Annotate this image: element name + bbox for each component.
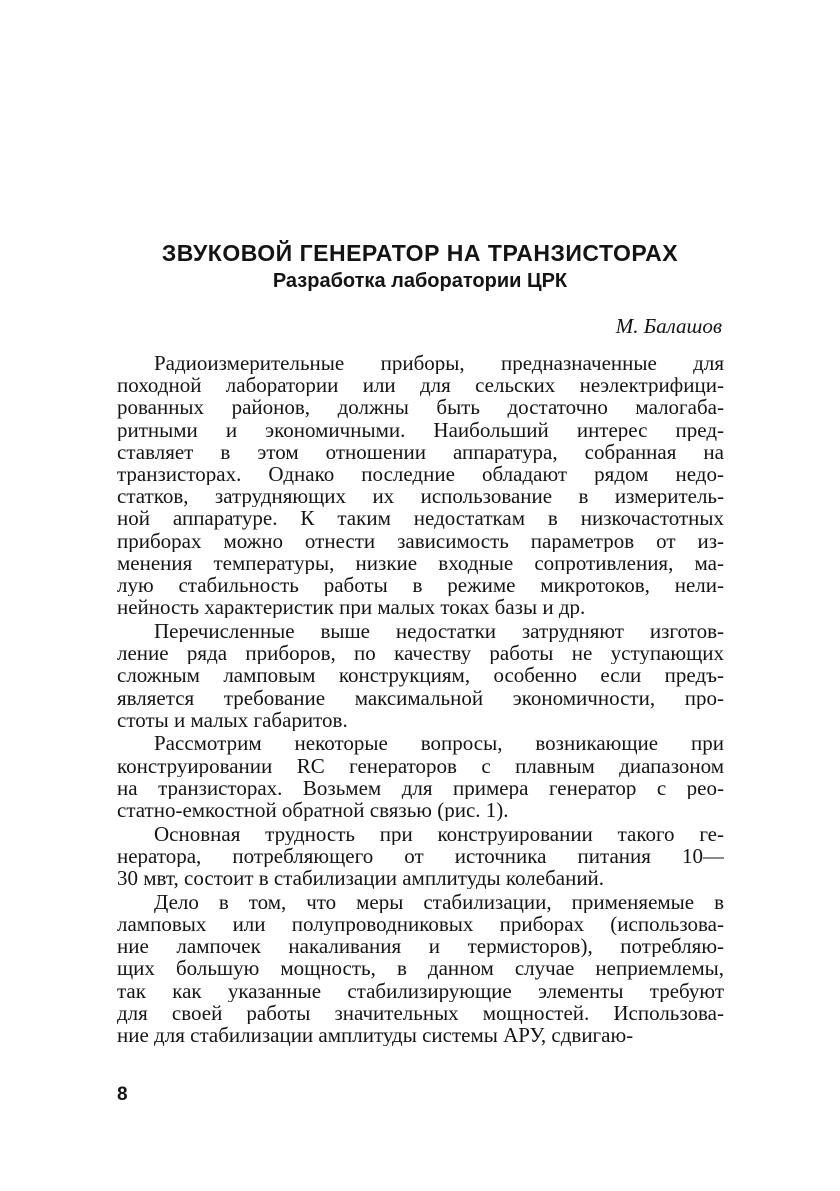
text-line: ламповых или полупроводниковых приборах (использова- [117,913,724,936]
text-line: так как указанные стабилизирующие элементы требуют [117,979,724,1002]
text-line: стоты и малых габаритов. [117,708,348,731]
text-line: Рассмотрим некоторые вопросы, возникающие при [154,732,724,755]
text-line: 30 мвт, состоит в стабилизации амплитуды колебаний. [117,867,605,890]
text-line: статно-емкостной обратной связью (рис. 1). [117,799,509,822]
text-line: походной лаборатории или для сельских неэлектрифици- [117,374,724,397]
text-line: для своей работы значительных мощностей. Использова- [117,1001,724,1025]
text-line: ние лампочек накаливания и термисторов), потребляю- [117,935,724,958]
body-paragraph [117,620,724,731]
text-line: нейность характеристик при малых токах базы и др. [117,596,586,619]
text-line: является требование максимальной экономичности, про- [117,686,724,709]
text-line: рованных районов, должны быть достаточно малогаба- [117,396,724,419]
article-body [117,352,724,1048]
text-line: транзисторах. Однако последние обладают рядом недо- [117,463,724,486]
page-number: 8 [117,1084,128,1105]
text-line: Основная трудность при конструировании такого ге- [154,822,724,845]
text-line: ление ряда приборов, по качеству работы не уступающих [117,642,724,665]
text-line: конструировании RC генераторов с плавным диапазоном [117,754,724,777]
body-paragraph [117,823,724,890]
article-subtitle: Разработка лаборатории ЦРК [272,270,568,292]
body-paragraph [117,891,724,1046]
text-line: Перечисленные выше недостатки затрудняют изготов- [154,619,724,643]
text-line: лую стабильность работы в режиме микротоков, нели- [117,574,724,597]
text-line: статков, затрудняющих их использование в измеритель- [117,485,724,508]
text-line: менения температуры, низкие входные сопротивления, ма- [117,551,724,575]
body-paragraph [117,732,724,821]
text-line: на транзисторах. Возьмем для примера генератор с рео- [117,776,724,800]
text-line: щих большую мощность, в данном случае неприемлемы, [117,957,724,980]
text-line: ритными и экономичными. Наибольший интерес пред- [117,418,724,441]
text-line: приборах можно отнести зависимость параметров от из- [117,529,724,552]
text-line: нератора, потребляющего от источника питания 10— [117,844,724,868]
body-paragraph [117,352,724,618]
text-line: сложным ламповым конструкциям, особенно если предъ- [117,664,724,687]
text-line: ной аппаратуре. К таким недостаткам в низкочастотных [117,507,724,530]
article-title: ЗВУКОВОЙ ГЕНЕРАТОР НА ТРАНЗИСТОРАХ [161,240,679,266]
text-line: ние для стабилизации амплитуды системы АРУ, сдвигаю- [117,1024,634,1047]
text-line: Радиоизмерительные приборы, предназначенные для [154,352,724,375]
author-name: М. Балашов [615,314,722,338]
text-line: Дело в том, что меры стабилизации, применяемые в [154,890,724,914]
text-line: ставляет в этом отношении аппаратура, собранная на [117,440,724,464]
